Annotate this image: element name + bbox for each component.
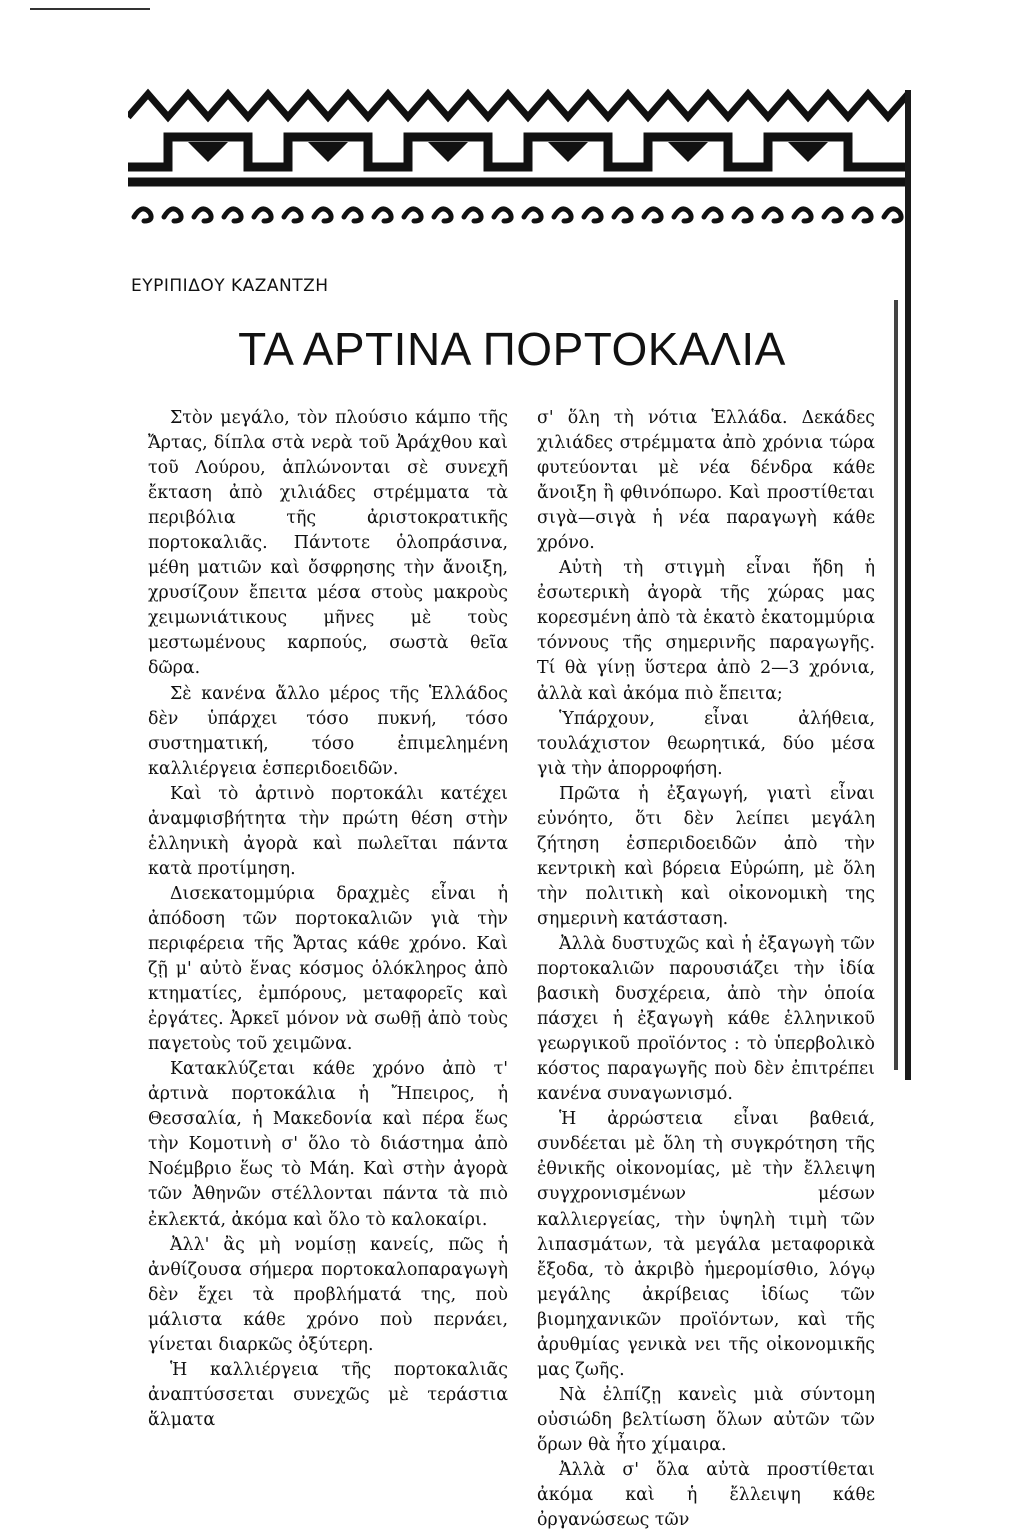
paragraph: Καὶ τὸ ἀρτινὸ πορτοκάλι κατέχει ἀναμφισβήτητα τὴν πρώτη θέση στὴν ἑλληνικὴ ἀγορὰ καὶ πωλεῖται πάντα κατὰ προτίμηση. (148, 783, 508, 879)
paragraph: Κατακλύζεται κάθε χρόνο ἀπὸ τ' ἀρτινὰ πορτοκάλια ἡ Ἤπειρος, ἡ Θεσσαλία, ἡ Μακεδονία καὶ πέρα ἕως τὴν Κομοτινὴ σ' ὅλο τὸ διάστημα ἀπὸ Νοέμβριο ἕως τὸ Μάη. Καὶ στὴν ἀγορὰ τῶν Ἀθηνῶν στέλλονται πάντα τὰ πιὸ ἐκλεκτά, ἀκόμα καὶ ὅλο τὸ καλοκαίρι. (148, 1059, 508, 1230)
paragraph: Ἀλλὰ δυστυχῶς καὶ ἡ ἐξαγωγὴ τῶν πορτοκαλιῶν παρουσιάζει τὴν ἰδία βασικὴ δυσχέρεια, ἀπὸ τὴν ὁποία πάσχει ἡ ἐξαγωγὴ κάθε ἑλληνικοῦ γεωργικοῦ προϊόντος : τὸ ὑπερβολικὸ κόστος παραγωγῆς ποὺ δὲν ἐπιτρέπει κανένα συναγωνισμό. (537, 933, 875, 1105)
paragraph: Νὰ ἐλπίζῃ κανεὶς μιὰ σύντομη οὐσιώδη βελτίωση ὅλων αὐτῶν τῶν ὅρων θὰ ἦτο χίμαιρα. (537, 1384, 875, 1455)
paragraph: Δισεκατομμύρια δραχμὲς εἶναι ἡ ἀπόδοση τῶν πορτοκαλιῶν γιὰ τὴν περιφέρεια τῆς Ἄρτας κάθε χρόνο. Καὶ ζῇ μ' αὐτὸ ἕνας κόσμος ὁλόκληρος ἀπὸ κτηματίες, ἐμπόρους, μεταφορεῖς καὶ ἐργάτες. Ἀρκεῖ μόνον νὰ σωθῇ ἀπὸ τοὺς παγετοὺς τοῦ χειμῶνα. (148, 883, 508, 1055)
paragraph: Στὸν μεγάλο, τὸν πλούσιο κάμπο τῆς Ἄρτας, δίπλα στὰ νερὰ τοῦ Ἀράχθου καὶ τοῦ Λούρου, ἁπλώνονται σὲ συνεχῆ ἔκταση ἀπὸ χιλιάδες στρέμματα τὰ περιβόλια τῆς ἀριστοκρατικῆς πορτοκαλιᾶς. Πάντοτε ὁλοπράσινα, μέθη ματιῶν καὶ ὄσφρησης τὴν ἄνοιξη, χρυσίζουν ἔπειτα μέσα στοὺς μακροὺς χειμωνιάτικους μῆνες μὲ τοὺς μεστωμένους καρπούς, σωστὰ θεῖα δῶρα. (148, 408, 508, 679)
paragraph: σ' ὅλη τὴ νότια Ἑλλάδα. Δεκάδες χιλιάδες στρέμματα ἀπὸ χρόνια τώρα φυτεύονται μὲ νέα δένδρα κάθε ἄνοιξη ἢ φθινόπωρο. Καὶ προστίθεται σιγὰ—σιγὰ ἡ νέα παραγωγὴ κάθε χρόνο. (537, 408, 875, 554)
scan-binding-edge (905, 90, 911, 1080)
paragraph: Ἀλλ' ἂς μὴ νομίσῃ κανείς, πῶς ἡ ἀνθίζουσα σήμερα πορτοκαλοπαραγωγὴ δὲν ἔχει τὰ προβλήματά της, ποὺ μάλιστα κάθε χρόνο ποὺ περνάει, γίνεται διαρκῶς ὀξύτερη. (148, 1234, 508, 1355)
left-text-column (148, 406, 508, 1433)
paragraph: Ἡ ἀρρώστεια εἶναι βαθειά, συνδέεται μὲ ὅλη τὴ συγκρότηση τῆς ἐθνικῆς οἰκονομίας, μὲ τὴν ἔλλειψη συγχρονισμένων μέσων καλλιεργείας, τὴν ὑψηλὴ τιμὴ τῶν λιπασμάτων, τὰ μεγάλα μεταφορικὰ ἔξοδα, τὸ ἀκριβὸ ἡμερομίσθιο, λόγῳ μεγάλης ἀκρίβειας ἰδίως τῶν βιομηχανικῶν προϊόντων, καὶ τῆς ἀρυθμίας γενικὰ νει τῆς οἰκονομικῆς μας ζωῆς. (537, 1109, 875, 1380)
scan-binding-shadow (894, 300, 898, 1070)
author-byline: ΕΥΡΙΠΙΔΟΥ ΚΑΖΑΝΤΖΗ (131, 276, 329, 296)
scan-top-mark (30, 8, 150, 10)
paragraph: Ὑπάρχουν, εἶναι ἀλήθεια, τουλάχιστον θεωρητικά, δύο μέσα γιὰ τὴν ἀπορροφήση. (537, 708, 875, 779)
paragraph: Ἀλλὰ σ' ὅλα αὐτὰ προστίθεται ἀκόμα καὶ ἡ ἔλλειψη κάθε ὀργανώσεως τῶν (537, 1459, 875, 1531)
paragraph: Σὲ κανένα ἄλλο μέρος τῆς Ἑλλάδος δὲν ὑπάρχει τόσο πυκνή, τόσο συστηματική, τόσο ἐπιμελημένη καλλιέργεια ἑσπεριδοειδῶν. (148, 683, 508, 779)
paragraph: Αὐτὴ τὴ στιγμὴ εἶναι ἤδη ἡ ἐσωτερικὴ ἀγορὰ τῆς χώρας μας κορεσμένη ἀπὸ τὰ ἑκατὸ ἑκατομμύρια τόννους τῆς σημερινῆς παραγωγῆς. Τί θὰ γίνῃ ὕστερα ἀπὸ 2—3 χρόνια, ἀλλὰ καὶ ἀκόμα πιὸ ἔπειτα; (537, 558, 875, 704)
paragraph: Ἡ καλλιέργεια τῆς πορτοκαλιᾶς ἀναπτύσσεται συνεχῶς μὲ τεράστια ἅλματα (148, 1359, 508, 1430)
article-title: ΤΑ ΑΡΤΙΝΑ ΠΟΡΤΟΚΑΛΙΑ (238, 323, 786, 375)
right-text-column (537, 406, 875, 1533)
paragraph: Πρῶτα ἡ ἐξαγωγή, γιατὶ εἶναι εὐνόητο, ὅτι δὲν λείπει μεγάλη ζήτηση ἑσπεριδοειδῶν ἀπὸ τὴν κεντρικὴ καὶ βόρεια Εὐρώπη, μὲ ὅλη τὴν πολιτικὴ καὶ οἰκονομικὴ της σημερινὴ κατάσταση. (537, 783, 875, 929)
decorative-folk-border-ornament (128, 82, 908, 232)
